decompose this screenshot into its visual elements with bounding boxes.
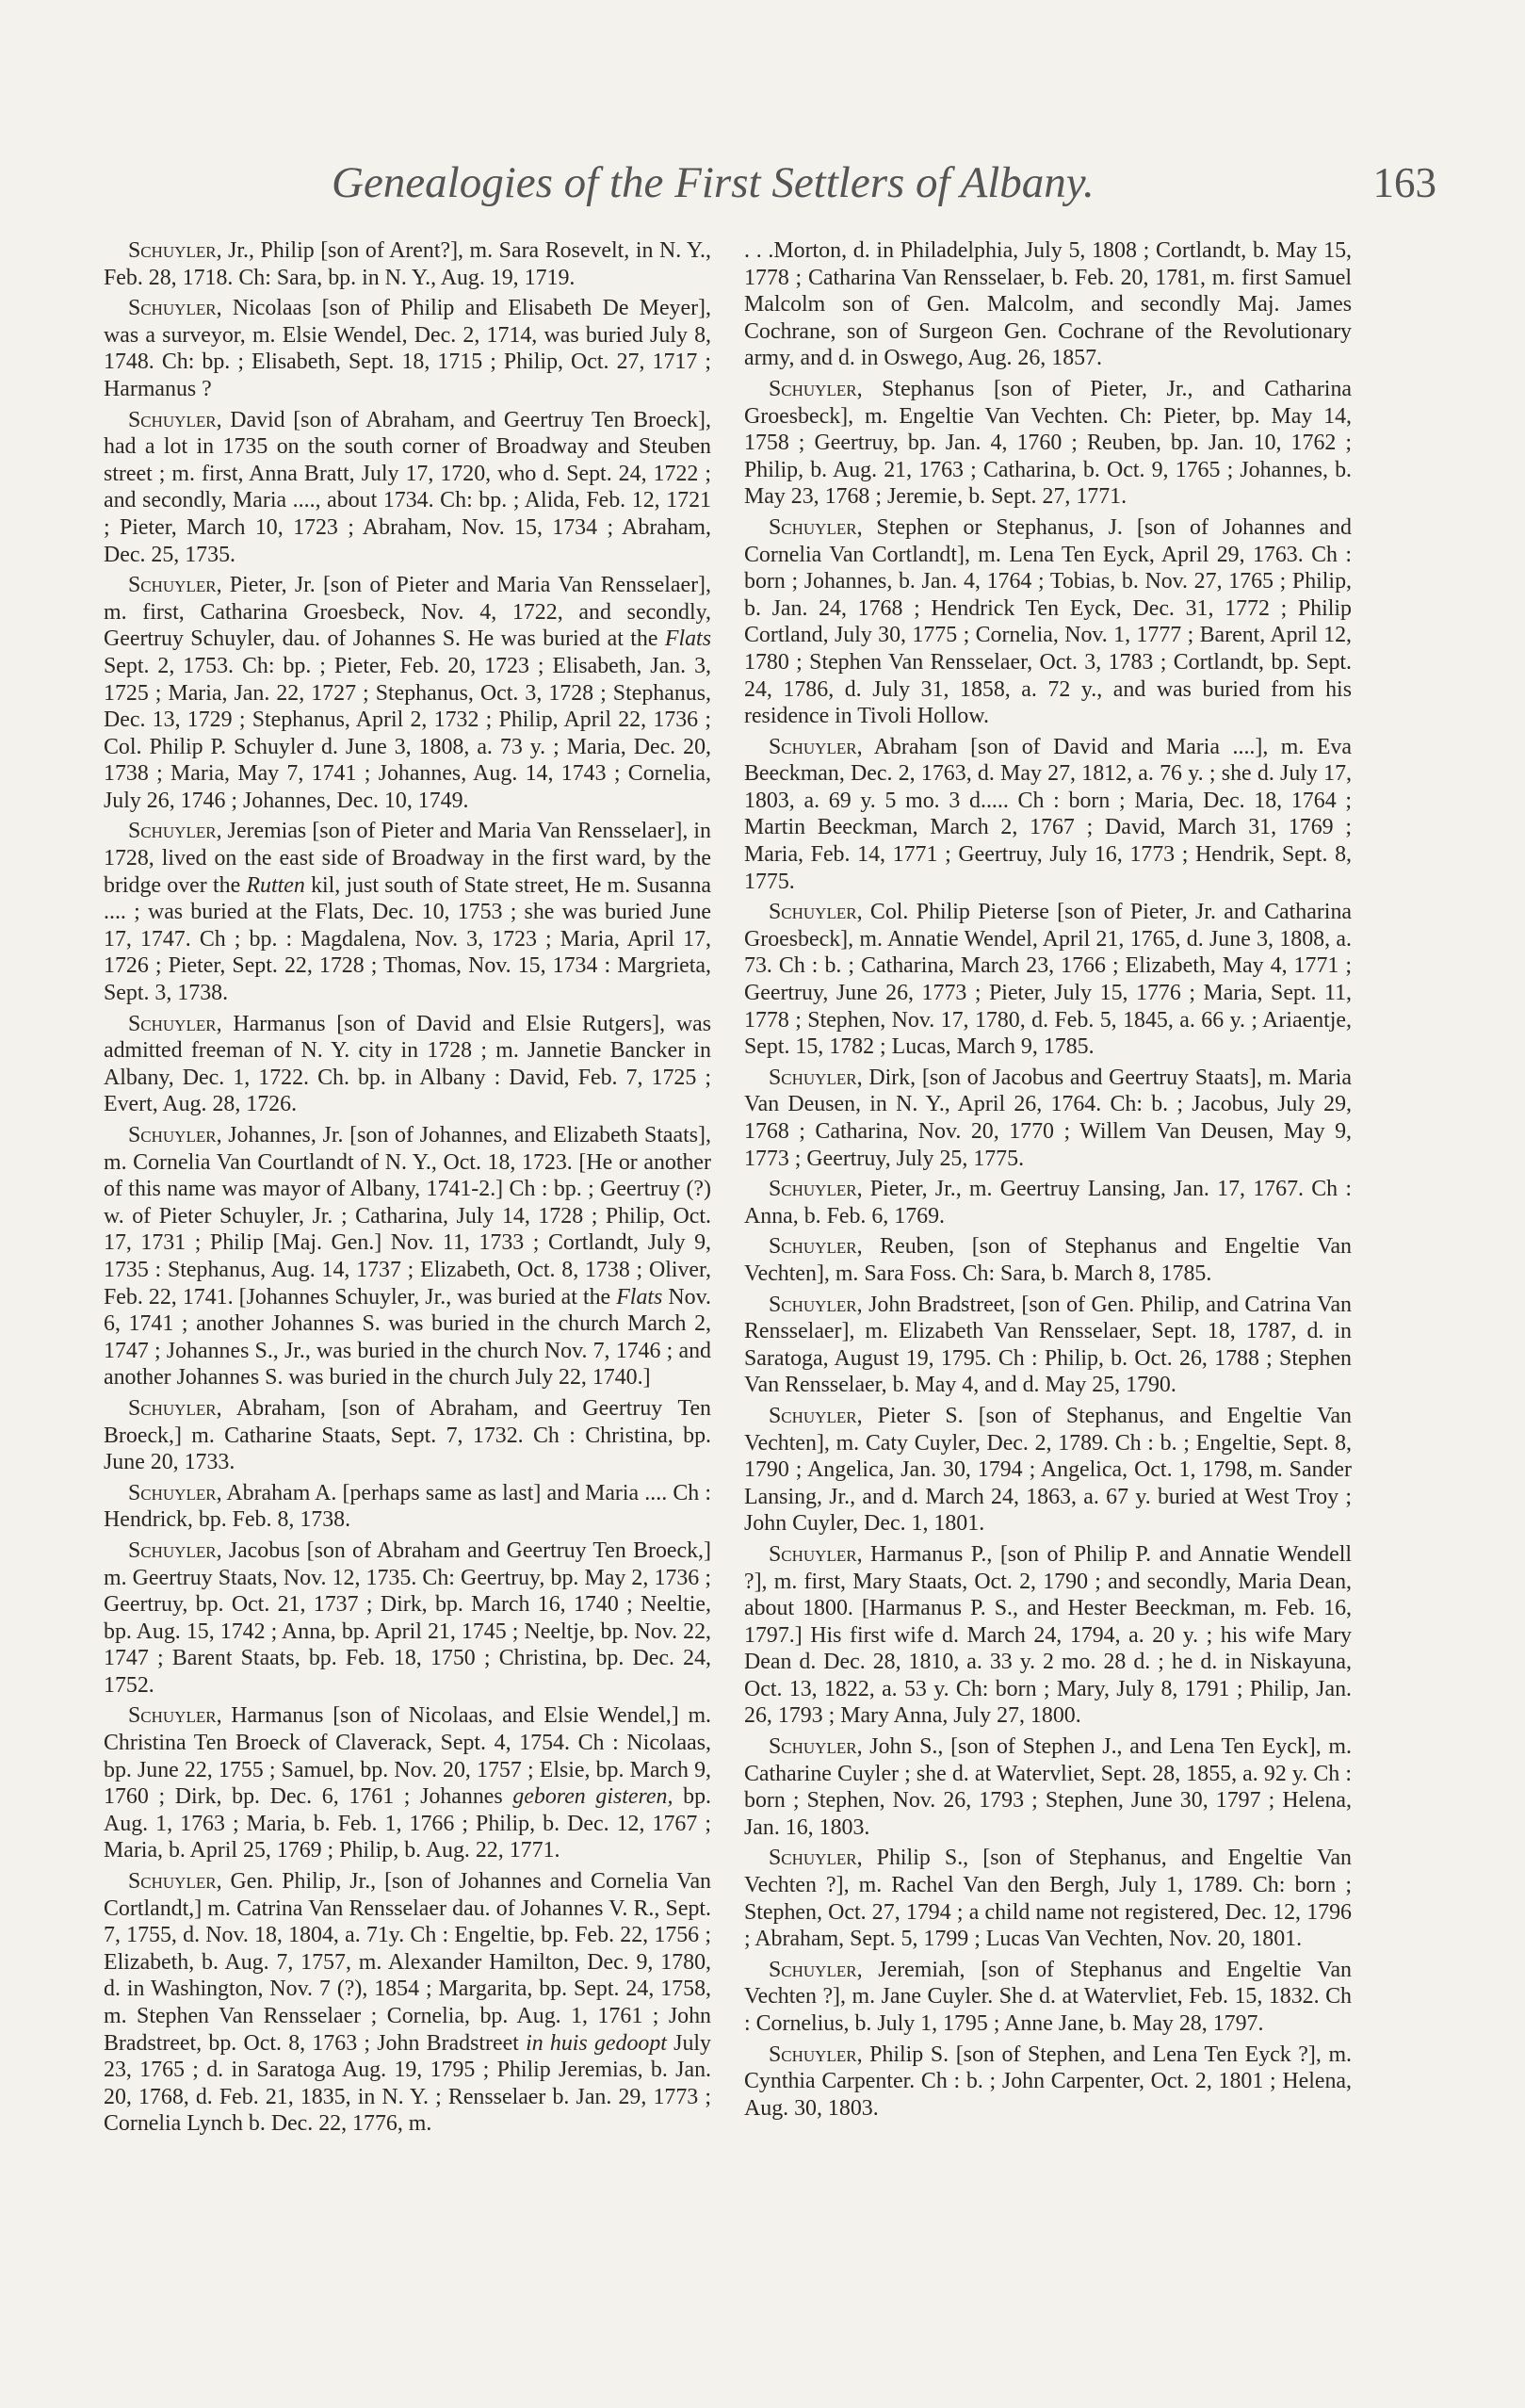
right-column [744, 237, 1352, 2125]
genealogy-entry [744, 514, 1352, 730]
genealogy-entry [104, 1122, 711, 1391]
entry-text-continued: Nov. 6, 1741 ; another Johannes S. was buried in the church March 2, 1747 ; Johannes S., Jr., was buried in the church Nov. 7, 1746 ; and another Johannes S. was buried in the church July 22, 1740.] [104, 1284, 711, 1391]
entry-text: , David [son of Abraham, and Geertruy Ten Broeck], had a lot in 1735 on the south corner of Broadway and Steuben street ; m. first, Anna Bratt, July 17, 1720, who d. Sept. 24, 1722 ; and secondly, Maria ...., about 1734. Ch: bp. ; Alida, Feb. 12, 1721 ; Pieter, March 10, 1723 ; Abraham, Nov. 15, 1734 ; Abraham, Dec. 25, 1735. [104, 407, 711, 567]
genealogy-entry [744, 2042, 1352, 2123]
entry-surname: Schuyler [769, 1541, 857, 1567]
genealogy-entry [744, 376, 1352, 511]
entry-surname: Schuyler [128, 1538, 217, 1563]
genealogy-entry [104, 407, 711, 569]
page-number: 163 [1372, 159, 1436, 206]
left-column [104, 237, 711, 2141]
entry-text: , Harmanus [son of Nicolaas, and Elsie Wendel,] m. Christina Ten Broeck of Claverack, Sept. 4, 1754. Ch : Nicolaas, bp. June 22, 1755 ; Samuel, bp. Nov. 20, 1757 ; Elsie, bp. March 9, 1760 ; Dirk, bp. Dec. 6, 1761 ; Johannes [104, 1703, 711, 1810]
entry-text: , Abraham, [son of Abraham, and Geertruy Ten Broeck,] m. Catharine Staats, Sept. 7, 1732. Ch : Christina, bp. June 20, 1733. [104, 1395, 711, 1475]
entry-text: , Jr., Philip [son of Arent?], m. Sara Rosevelt, in N. Y., Feb. 28, 1718. Ch: Sara, bp. in N. Y., Aug. 19, 1719. [104, 238, 711, 290]
genealogy-entry [104, 237, 711, 291]
genealogy-entry [744, 237, 1352, 372]
running-title: Genealogies of the First Settlers of Albany. [332, 158, 1095, 207]
entry-text: , Philip S., [son of Stephanus, and Engeltie Van Vechten ?], m. Rachel Van den Bergh, July 1, 1789. Ch: born ; Stephen, Oct. 27, 1794 ; a child name not registered, Dec. 12, 1796 ; Abraham, Sept. 5, 1799 ; Lucas Van Vechten, Nov. 20, 1801. [744, 1846, 1352, 1952]
genealogy-entry [744, 1233, 1352, 1287]
entry-text: , Col. Philip Pieterse [son of Pieter, Jr. and Catharina Groesbeck], m. Annatie Wendel, April 21, 1765, d. June 3, 1808, a. 73. Ch : b. ; Catharina, March 23, 1766 ; Elizabeth, May 4, 1771 ; Geertruy, June 26, 1773 ; Pieter, July 15, 1776 ; Maria, Sept. 11, 1778 ; Stephen, Nov. 17, 1780, d. Feb. 5, 1845, a. 66 y. ; Ariaentje, Sept. 15, 1782 ; Lucas, March 9, 1785. [744, 900, 1352, 1060]
page-header [94, 156, 1451, 213]
entry-surname: Schuyler [769, 514, 857, 540]
entry-text: , Pieter S. [son of Stephanus, and Engeltie Van Vechten], m. Caty Cuyler, Dec. 2, 1789. Ch : b. ; Engeltie, Sept. 8, 1790 ; Angelica, Jan. 30, 1794 ; Angelica, Oct. 1, 1798, m. Sander Lansing, Jr., and d. March 24, 1863, a. 67 y. buried at West Troy ; John Cuyler, Dec. 1, 1801. [744, 1403, 1352, 1537]
genealogy-entry [744, 1957, 1352, 2038]
genealogy-entry [104, 1395, 711, 1476]
entry-surname: Schuyler [769, 2042, 857, 2067]
entry-text: , Philip S. [son of Stephen, and Lena Ten Eyck ?], m. Cynthia Carpenter. Ch : b. ; John Carpenter, Oct. 2, 1801 ; Helena, Aug. 30, 1803. [744, 2042, 1352, 2121]
entry-text: , Stephanus [son of Pieter, Jr., and Catharina Groesbeck], m. Engeltie Van Vechten. Ch: Pieter, bp. May 14, 1758 ; Geertruy, bp. Jan. 4, 1760 ; Reuben, bp. Jan. 10, 1762 ; Philip, b. Aug. 21, 1763 ; Catharina, b. Oct. 9, 1765 ; Johannes, b. May 23, 1768 ; Jeremie, b. Sept. 27, 1771. [744, 376, 1352, 510]
entry-surname: Schuyler [128, 1123, 217, 1147]
entry-surname: Schuyler [769, 1957, 857, 1982]
entry-text: , Abraham A. [perhaps same as last] and Maria .... Ch : Hendrick, bp. Feb. 8, 1738. [104, 1480, 711, 1533]
genealogy-entry [104, 818, 711, 1006]
genealogy-entry [104, 295, 711, 402]
entry-surname: Schuyler [128, 1869, 217, 1895]
entry-text: , Jeremias [son of Pieter and Maria Van Rensselaer], in 1728, lived on the east side of Broadway in the first ward, by the bridge over the [104, 819, 711, 898]
entry-surname: Schuyler [769, 1065, 857, 1090]
entry-text: , Stephen or Stephanus, J. [son of Johannes and Cornelia Van Cortlandt], m. Lena Ten Eyck, April 29, 1763. Ch : born ; Johannes, b. Jan. 4, 1764 ; Tobias, b. Nov. 27, 1765 ; Philip, b. Jan. 24, 1768 ; Hendrick Ten Eyck, Dec. 31, 1772 ; Philip Cortland, July 30, 1775 ; Cornelia, Nov. 1, 1777 ; Barent, April 12, 1780 ; Stephen Van Rensselaer, Oct. 3, 1783 ; Cortlandt, bp. Sept. 24, 1786, d. July 31, 1858, a. 72 y., and was buried from his residence in Tivoli Hollow. [744, 514, 1352, 729]
genealogy-entry [744, 1733, 1352, 1841]
genealogy-entry [744, 1541, 1352, 1730]
entry-text: , Dirk, [son of Jacobus and Geertruy Staats], m. Maria Van Deusen, in N. Y., April 26, 1764. Ch: b. ; Jacobus, July 29, 1768 ; Catharina, Nov. 20, 1770 ; Willem Van Deusen, May 9, 1773 ; Geertruy, July 25, 1775. [744, 1065, 1352, 1171]
genealogy-entry [744, 1176, 1352, 1229]
entry-text: , Harmanus P., [son of Philip P. and Annatie Wendell ?], m. first, Mary Staats, Oct. 2, 1790 ; and secondly, Maria Dean, about 1800. [Harmanus P. S., and Hester Beeckman, m. Feb. 16, 1797.] His first wife d. March 24, 1794, a. 20 y. ; his wife Mary Dean d. Dec. 28, 1810, a. 33 y. 2 mo. 28 d. ; he d. in Niskayuna, Oct. 13, 1822, a. 53 y. Ch: born ; Mary, July 8, 1791 ; Philip, Jan. 26, 1793 ; Mary Anna, July 27, 1800. [744, 1541, 1352, 1729]
entry-text-continued: Sept. 2, 1753. Ch: bp. ; Pieter, Feb. 20, 1723 ; Elisabeth, Jan. 3, 1725 ; Maria, Jan. 22, 1727 ; Stephanus, Oct. 3, 1728 ; Stephanus, Dec. 13, 1729 ; Stephanus, April 2, 1732 ; Philip, April 22, 1736 ; Col. Philip P. Schuyler d. June 3, 1808, a. 73 y. ; Maria, Dec. 20, 1738 ; Maria, May 7, 1741 ; Johannes, Aug. 14, 1743 ; Cornelia, July 26, 1746 ; Johannes, Dec. 10, 1749. [104, 653, 711, 813]
entry-surname: Schuyler [769, 1734, 857, 1760]
entry-text: , Harmanus [son of David and Elsie Rutgers], was admitted freeman of N. Y. city in 1728 ; m. Jannetie Bancker in Albany, Dec. 1, 1722. Ch. bp. in Albany : David, Feb. 7, 1725 ; Evert, Aug. 28, 1726. [104, 1011, 711, 1117]
entry-surname: Schuyler [769, 1292, 857, 1317]
entry-text: , Jacobus [son of Abraham and Geertruy Ten Broeck,] m. Geertruy Staats, Nov. 12, 1735. Ch: Geertruy, bp. May 2, 1736 ; Geertruy, bp. Oct. 21, 1737 ; Dirk, bp. March 16, 1740 ; Neeltie, bp. Aug. 15, 1742 ; Anna, bp. April 21, 1745 ; Neeltje, bp. Nov. 22, 1747 ; Barent Staats, bp. Feb. 18, 1750 ; Christina, bp. Dec. 24, 1752. [104, 1538, 711, 1698]
entry-text: , Gen. Philip, Jr., [son of Johannes and Cornelia Van Cortlandt,] m. Catrina Van Rensselaer dau. of Johannes V. R., Sept. 7, 1755, d. Nov. 18, 1804, a. 71y. Ch : Engeltie, bp. Feb. 22, 1756 ; Elizabeth, b. Aug. 7, 1757, m. Alexander Hamilton, Dec. 9, 1780, d. in Washington, Nov. 7 (?), 1854 ; Margarita, bp. Sept. 24, 1758, m. Stephen Van Rensselaer ; Cornelia, bp. Aug. 1, 1761 ; John Bradstreet, bp. Oct. 8, 1763 ; John Bradstreet [104, 1869, 711, 2056]
genealogy-entry [104, 1011, 711, 1118]
entry-surname: Schuyler [769, 1846, 857, 1871]
entry-text-continued: July 23, 1765 ; d. in Saratoga Aug. 19, 1795 ; Philip Jeremias, b. Jan. 20, 1768, d. Feb. 21, 1835, in N. Y. ; Rensselaer b. Jan. 29, 1773 ; Cornelia Lynch b. Dec. 22, 1776, m. [104, 2030, 711, 2137]
genealogy-entry [104, 1702, 711, 1864]
genealogy-entry [744, 1065, 1352, 1172]
entry-text-continued: kil, just south of State street, He m. Susanna .... ; was buried at the Flats, Dec. 10, 1753 ; she was buried June 17, 1747. Ch ; bp. : Magdalena, Nov. 3, 1723 ; Maria, April 17, 1726 ; Pieter, Sept. 22, 1728 ; Thomas, Nov. 15, 1734 : Margrieta, Sept. 3, 1738. [104, 872, 711, 1006]
entry-surname: Schuyler [128, 407, 217, 432]
entry-italic-text: Flats [616, 1284, 663, 1310]
entry-italic-text: geboren gisteren, [512, 1784, 673, 1810]
entry-text: , John S., [son of Stephen J., and Lena Ten Eyck], m. Catharine Cuyler ; she d. at Watervliet, Sept. 28, 1855, a. 92 y. Ch : born ; Stephen, Nov. 26, 1793 ; Stephen, June 30, 1797 ; Helena, Jan. 16, 1803. [744, 1734, 1352, 1840]
genealogy-entry [104, 1868, 711, 2138]
genealogy-entry [744, 1403, 1352, 1538]
entry-text: , Reuben, [son of Stephanus and Engeltie Van Vechten], m. Sara Foss. Ch: Sara, b. March 8, 1785. [744, 1234, 1352, 1286]
entry-text: , Pieter, Jr., m. Geertruy Lansing, Jan. 17, 1767. Ch : Anna, b. Feb. 6, 1769. [744, 1177, 1352, 1228]
entry-surname: Schuyler [128, 1703, 217, 1729]
entry-surname: Schuyler [769, 1177, 857, 1202]
genealogy-entry [744, 1845, 1352, 1952]
entry-surname: Schuyler [128, 1011, 217, 1036]
entry-text-continued: bp. Aug. 1, 1763 ; Maria, b. Feb. 1, 1766 ; Philip, b. Dec. 12, 1767 ; Maria, b. April 25, 1769 ; Philip, b. Aug. 22, 1771. [104, 1784, 711, 1863]
genealogy-entry [744, 899, 1352, 1061]
entry-surname: Schuyler [128, 238, 217, 263]
entry-text: , Abraham [son of David and Maria ....], m. Eva Beeckman, Dec. 2, 1763, d. May 27, 1812, a. 76 y. ; she d. July 17, 1803, a. 69 y. 5 mo. 3 d..... Ch : born ; Maria, Dec. 18, 1764 ; Martin Beeckman, March 2, 1767 ; David, March 31, 1769 ; Maria, Feb. 14, 1771 ; Geertruy, July 16, 1773 ; Hendrik, Sept. 8, 1775. [744, 734, 1352, 894]
entry-surname: Schuyler [769, 1403, 857, 1428]
entry-surname: Schuyler [769, 900, 857, 925]
entry-surname: Schuyler [128, 819, 217, 844]
entry-text: , Johannes, Jr. [son of Johannes, and Elizabeth Staats], m. Cornelia Van Courtlandt of N. Y., Oct. 18, 1723. [He or another of this name was mayor of Albany, 1741-2.] Ch : bp. ; Geertruy (?) w. of Pieter Schuyler, Jr. ; Catharina, July 14, 1728 ; Philip, Oct. 17, 1731 ; Philip [Maj. Gen.] Nov. 11, 1733 ; Cortlandt, July 9, 1735 : Stephanus, Aug. 14, 1737 ; Elizabeth, Oct. 8, 1738 ; Oliver, Feb. 22, 1741. [Johannes Schuyler, Jr., was buried at the [104, 1123, 711, 1310]
entry-text: , Pieter, Jr. [son of Pieter and Maria Van Rensselaer], m. first, Catharina Groesbeck, Nov. 4, 1722, and secondly, Geertruy Schuyler, dau. of Johannes S. He was buried at the [104, 573, 711, 652]
entry-surname: Schuyler [128, 1480, 217, 1505]
entry-italic-text: in huis gedoopt [526, 2030, 667, 2056]
genealogy-entry [104, 1480, 711, 1534]
entry-italic-text: Flats [664, 626, 711, 652]
entry-surname: Schuyler [769, 1234, 857, 1260]
entry-text: , Nicolaas [son of Philip and Elisabeth De Meyer], was a surveyor, m. Elsie Wendel, Dec. 2, 1714, was buried July 8, 1748. Ch: bp. ; Elisabeth, Sept. 18, 1715 ; Philip, Oct. 27, 1717 ; Harmanus ? [104, 296, 711, 401]
entry-surname: Schuyler [769, 376, 857, 401]
genealogy-entry [104, 572, 711, 814]
genealogy-entry [744, 734, 1352, 896]
entry-italic-text: Rutten [246, 872, 305, 898]
entry-text: . . .Morton, d. in Philadelphia, July 5, 1808 ; Cortlandt, b. May 15, 1778 ; Catharina Van Rensselaer, b. Feb. 20, 1781, m. first Samuel Malcolm son of Gen. Malcolm, and secondly Maj. James Cochrane, son of Surgeon Gen. Cochrane of the Revolutionary army, and d. in Oswego, Aug. 26, 1857. [744, 238, 1352, 371]
entry-surname: Schuyler [128, 573, 217, 598]
entry-text: , John Bradstreet, [son of Gen. Philip, and Catrina Van Rensselaer], m. Elizabeth Van Rensselaer, Sept. 18, 1787, d. in Saratoga, August 19, 1795. Ch : Philip, b. Oct. 26, 1788 ; Stephen Van Rensselaer, b. May 4, and d. May 25, 1790. [744, 1292, 1352, 1398]
genealogy-entry [104, 1538, 711, 1700]
genealogy-entry [744, 1292, 1352, 1399]
entry-text: , Jeremiah, [son of Stephanus and Engeltie Van Vechten ?], m. Jane Cuyler. She d. at Watervliet, Feb. 15, 1832. Ch : Cornelius, b. July 1, 1795 ; Anne Jane, b. May 28, 1797. [744, 1957, 1352, 2036]
entry-surname: Schuyler [128, 1395, 217, 1421]
entry-surname: Schuyler [128, 296, 217, 321]
entry-surname: Schuyler [769, 734, 857, 759]
